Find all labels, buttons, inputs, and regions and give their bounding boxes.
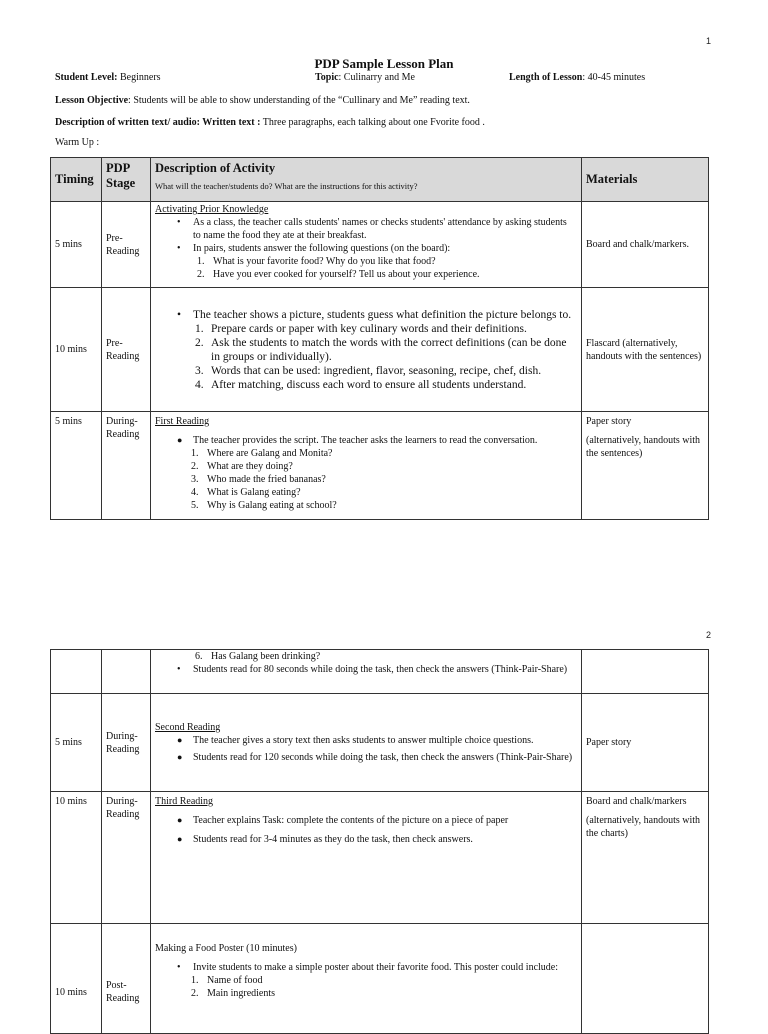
lesson-length xyxy=(509,72,645,83)
row-activity xyxy=(151,792,582,924)
table-row xyxy=(51,288,709,412)
row-stage: Pre-Reading xyxy=(102,288,151,412)
list-item: 1. Where are Galang and Monita? xyxy=(191,448,333,459)
row-materials xyxy=(582,924,709,1034)
topic xyxy=(315,72,415,83)
activity-heading: Second Reading xyxy=(155,722,221,733)
list-item: ● The teacher provides the script. The teacher asks the learners to read the conversation. xyxy=(193,434,577,447)
table-row xyxy=(51,202,709,288)
lesson-table-continued xyxy=(50,649,709,1034)
table-header-row xyxy=(51,158,709,202)
table-row xyxy=(51,412,709,520)
list-item: 3. Words that can be used: ingredient, flavor, seasoning, recipe, chef, dish. xyxy=(195,364,542,377)
materials-line: Paper story xyxy=(586,416,632,427)
header-stage: PDP Stage xyxy=(102,158,151,202)
header-timing: Timing xyxy=(51,158,102,202)
header-activity-title: Description of Activity xyxy=(155,161,276,175)
page-number: 1 xyxy=(706,36,712,46)
list-item: ● Students read for 120 seconds while doing the task, then check the answers (Think-Pair-Share) xyxy=(193,751,577,764)
table-row xyxy=(51,650,709,694)
list-item: 3. Who made the fried bananas? xyxy=(191,474,326,485)
header-activity-subtitle: What will the teacher/students do? What are the instructions for this activity? xyxy=(155,181,418,191)
header-activity xyxy=(151,158,582,202)
lesson-objective-label: Lesson Objective xyxy=(55,95,129,106)
row-materials xyxy=(582,792,709,924)
text-description xyxy=(55,117,485,128)
row-timing xyxy=(51,650,102,694)
activity-heading: Making a Food Poster (10 minutes) xyxy=(155,943,297,954)
list-item: • As a class, the teacher calls students' names or checks students' attendance by asking students to name the food they ate at their breakfast. xyxy=(193,216,577,242)
list-item: 1. Name of food xyxy=(191,975,263,986)
row-activity xyxy=(151,288,582,412)
list-item: 2. Main ingredients xyxy=(191,988,276,999)
activity-heading: Third Reading xyxy=(155,796,214,807)
list-item: ● Students read for 3-4 minutes as they do the task, then check answers. xyxy=(193,833,577,846)
materials-line: Board and chalk/markers xyxy=(586,796,687,807)
topic-label: Topic xyxy=(315,72,339,83)
row-materials xyxy=(582,650,709,694)
list-item: • Invite students to make a simple poster about their favorite food. This poster could include: xyxy=(193,961,577,974)
lesson-length-label: Length of Lesson xyxy=(509,72,583,83)
row-materials xyxy=(582,412,709,520)
row-stage: During-Reading xyxy=(102,792,151,924)
row-stage: During-Reading xyxy=(102,412,151,520)
list-item: 1. Prepare cards or paper with key culinary words and their definitions. xyxy=(195,322,527,335)
row-stage: Pre-Reading xyxy=(102,202,151,288)
student-level xyxy=(55,72,161,83)
header-materials: Materials xyxy=(582,158,709,202)
lesson-objective-value: : Students will be able to show understanding of the “Cullinary and Me” reading text. xyxy=(128,95,470,106)
row-stage: During-Reading xyxy=(102,694,151,792)
table-row xyxy=(51,924,709,1034)
materials-line: (alternatively, handouts with the charts) xyxy=(586,815,701,839)
row-timing: 5 mins xyxy=(51,202,102,288)
student-level-label: Student Level: xyxy=(55,72,118,83)
activity-heading: First Reading xyxy=(155,416,210,427)
list-item: ● The teacher gives a story text then asks students to answer multiple choice questions. xyxy=(193,734,577,747)
student-level-value: Beginners xyxy=(117,72,161,83)
topic-value: : Culinarry and Me xyxy=(338,72,415,83)
row-activity xyxy=(151,202,582,288)
list-item: 2. Ask the students to match the words with the correct definitions (can be done in groups or individually). xyxy=(195,336,567,363)
lesson-length-value: : 40-45 minutes xyxy=(582,72,646,83)
table-row xyxy=(51,694,709,792)
text-description-label: Description of written text/ audio: Written text : xyxy=(55,117,261,128)
list-item: 4. What is Galang eating? xyxy=(191,487,301,498)
row-timing: 5 mins xyxy=(51,694,102,792)
table-row xyxy=(51,792,709,924)
row-activity xyxy=(151,694,582,792)
list-item: 6. Has Galang been drinking? xyxy=(195,651,321,662)
row-materials: Flascard (alternatively, handouts with the sentences) xyxy=(582,288,709,412)
row-timing: 5 mins xyxy=(51,412,102,520)
list-item: • In pairs, students answer the following questions (on the board): xyxy=(193,242,577,255)
row-activity xyxy=(151,650,582,694)
materials-line: (alternatively, handouts with the sentences) xyxy=(586,435,701,459)
page-title: PDP Sample Lesson Plan xyxy=(314,56,454,71)
list-item: 5. Why is Galang eating at school? xyxy=(191,500,337,511)
activity-heading: Activating Prior Knowledge xyxy=(155,204,269,215)
list-item: • The teacher shows a picture, students guess what definition the picture belongs to. xyxy=(193,308,577,322)
row-activity xyxy=(151,412,582,520)
row-materials: Paper story xyxy=(582,694,709,792)
list-item: • Students read for 80 seconds while doing the task, then check the answers (Think-Pair-Share) xyxy=(193,663,577,676)
row-timing: 10 mins xyxy=(51,924,102,1034)
list-item: 1. What is your favorite food? Why do you like that food? xyxy=(197,256,436,267)
list-item: 2. Have you ever cooked for yourself? Tell us about your experience. xyxy=(197,269,480,280)
row-stage xyxy=(102,650,151,694)
page-number: 2 xyxy=(706,630,712,640)
row-timing: 10 mins xyxy=(51,288,102,412)
text-description-value: Three paragraphs, each talking about one Fvorite food . xyxy=(260,117,485,128)
row-activity xyxy=(151,924,582,1034)
list-item: 2. What are they doing? xyxy=(191,461,293,472)
warm-up: Warm Up : xyxy=(55,137,100,148)
lesson-table xyxy=(50,157,709,520)
lesson-objective xyxy=(55,95,470,106)
list-item: ● Teacher explains Task: complete the contents of the picture on a piece of paper xyxy=(193,814,577,827)
row-stage: Post-Reading xyxy=(102,924,151,1034)
list-item: 4. After matching, discuss each word to ensure all students understand. xyxy=(195,378,527,391)
row-materials: Board and chalk/markers. xyxy=(582,202,709,288)
row-timing: 10 mins xyxy=(51,792,102,924)
